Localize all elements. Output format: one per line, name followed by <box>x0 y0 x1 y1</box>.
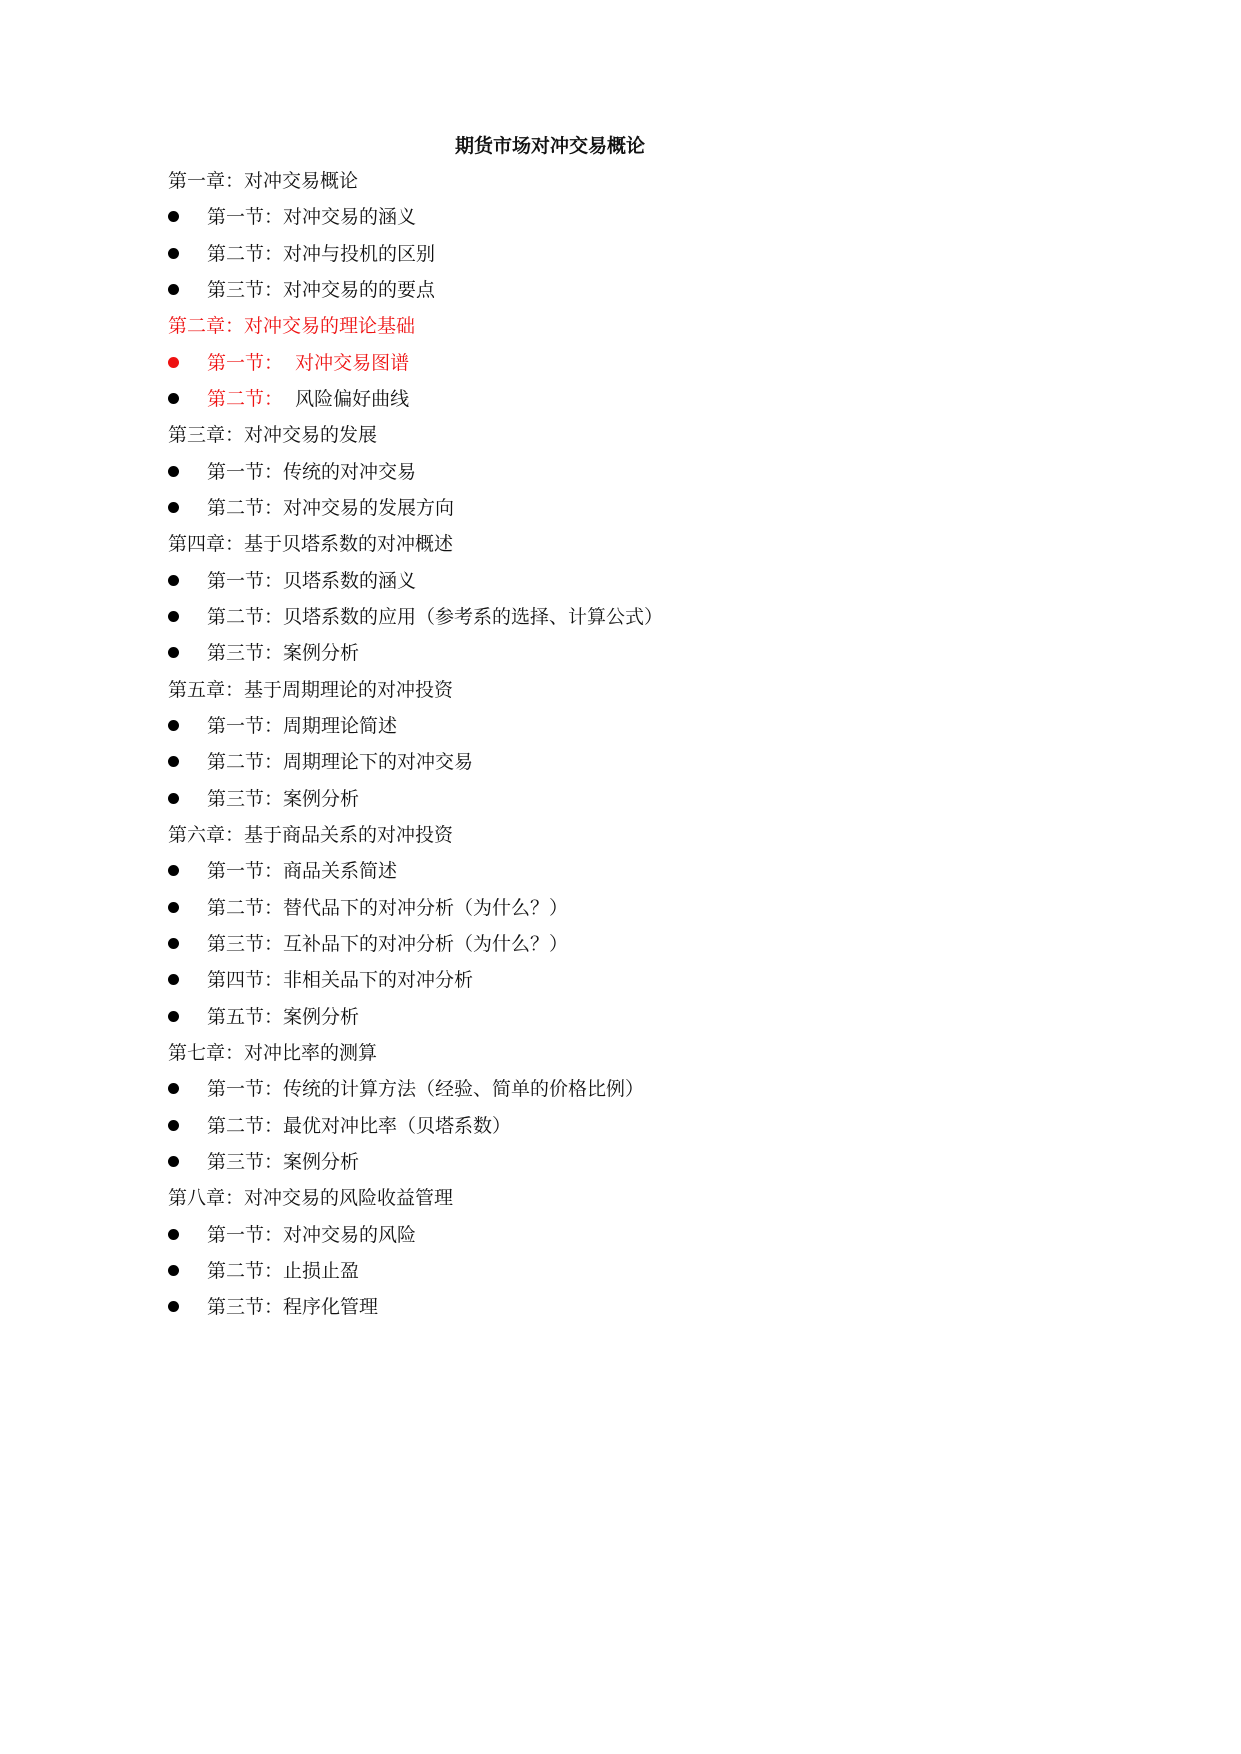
chapter-heading: 第一章：对冲交易概论 <box>168 170 359 192</box>
bullet-icon <box>168 1156 179 1167</box>
section-label: 第二节： 风险偏好曲线 <box>207 388 410 410</box>
bullet-icon <box>168 1229 179 1240</box>
document-title: 期货市场对冲交易概论 <box>454 135 645 157</box>
section-label: 第三节：互补品下的对冲分析（为什么？） <box>207 933 569 955</box>
section-label: 第一节：周期理论简述 <box>207 715 398 737</box>
bullet-icon <box>168 720 179 731</box>
chapter-heading: 第七章：对冲比率的测算 <box>168 1042 378 1064</box>
chapter-heading: 第六章：基于商品关系的对冲投资 <box>168 824 454 846</box>
chapter-heading: 第四章：基于贝塔系数的对冲概述 <box>168 533 454 555</box>
section-label: 第三节：对冲交易的的要点 <box>207 279 436 301</box>
bullet-icon <box>168 902 179 913</box>
bullet-icon <box>168 611 179 622</box>
chapter-heading: 第二章：对冲交易的理论基础 <box>168 315 416 337</box>
section-label: 第四节：非相关品下的对冲分析 <box>207 969 474 991</box>
section-label: 第二节：周期理论下的对冲交易 <box>207 751 474 773</box>
section-label: 第二节：替代品下的对冲分析（为什么？） <box>207 897 569 919</box>
bullet-icon <box>168 793 179 804</box>
bullet-icon <box>168 1301 179 1312</box>
bullet-icon <box>168 248 179 259</box>
section-label: 第二节：止损止盈 <box>207 1260 360 1282</box>
bullet-icon <box>168 1120 179 1131</box>
bullet-icon <box>168 1265 179 1276</box>
section-label: 第一节： 对冲交易图谱 <box>207 352 410 374</box>
section-label: 第二节：对冲交易的发展方向 <box>207 497 455 519</box>
section-label: 第三节：程序化管理 <box>207 1296 379 1318</box>
bullet-icon <box>168 357 179 368</box>
bullet-icon <box>168 211 179 222</box>
bullet-icon <box>168 1083 179 1094</box>
bullet-icon <box>168 502 179 513</box>
bullet-icon <box>168 284 179 295</box>
bullet-icon <box>168 756 179 767</box>
section-label: 第一节：传统的对冲交易 <box>207 461 417 483</box>
section-label: 第三节：案例分析 <box>207 642 360 664</box>
section-label: 第一节：传统的计算方法（经验、简单的价格比例） <box>207 1078 645 1100</box>
section-label: 第二节：贝塔系数的应用（参考系的选择、计算公式） <box>207 606 664 628</box>
bullet-icon <box>168 575 179 586</box>
bullet-icon <box>168 865 179 876</box>
bullet-icon <box>168 466 179 477</box>
section-label: 第三节：案例分析 <box>207 1151 360 1173</box>
section-label: 第一节：对冲交易的风险 <box>207 1224 417 1246</box>
bullet-icon <box>168 393 179 404</box>
chapter-heading: 第八章：对冲交易的风险收益管理 <box>168 1187 454 1209</box>
bullet-icon <box>168 974 179 985</box>
section-label: 第一节：贝塔系数的涵义 <box>207 570 417 592</box>
chapter-heading: 第三章：对冲交易的发展 <box>168 424 378 446</box>
bullet-icon <box>168 938 179 949</box>
section-label: 第一节：商品关系简述 <box>207 860 398 882</box>
section-label: 第一节：对冲交易的涵义 <box>207 206 417 228</box>
bullet-icon <box>168 1011 179 1022</box>
section-label: 第二节：对冲与投机的区别 <box>207 243 436 265</box>
bullet-icon <box>168 647 179 658</box>
section-label: 第二节：最优对冲比率（贝塔系数） <box>207 1115 512 1137</box>
section-label: 第三节：案例分析 <box>207 788 360 810</box>
section-label: 第五节：案例分析 <box>207 1006 360 1028</box>
chapter-heading: 第五章：基于周期理论的对冲投资 <box>168 679 454 701</box>
